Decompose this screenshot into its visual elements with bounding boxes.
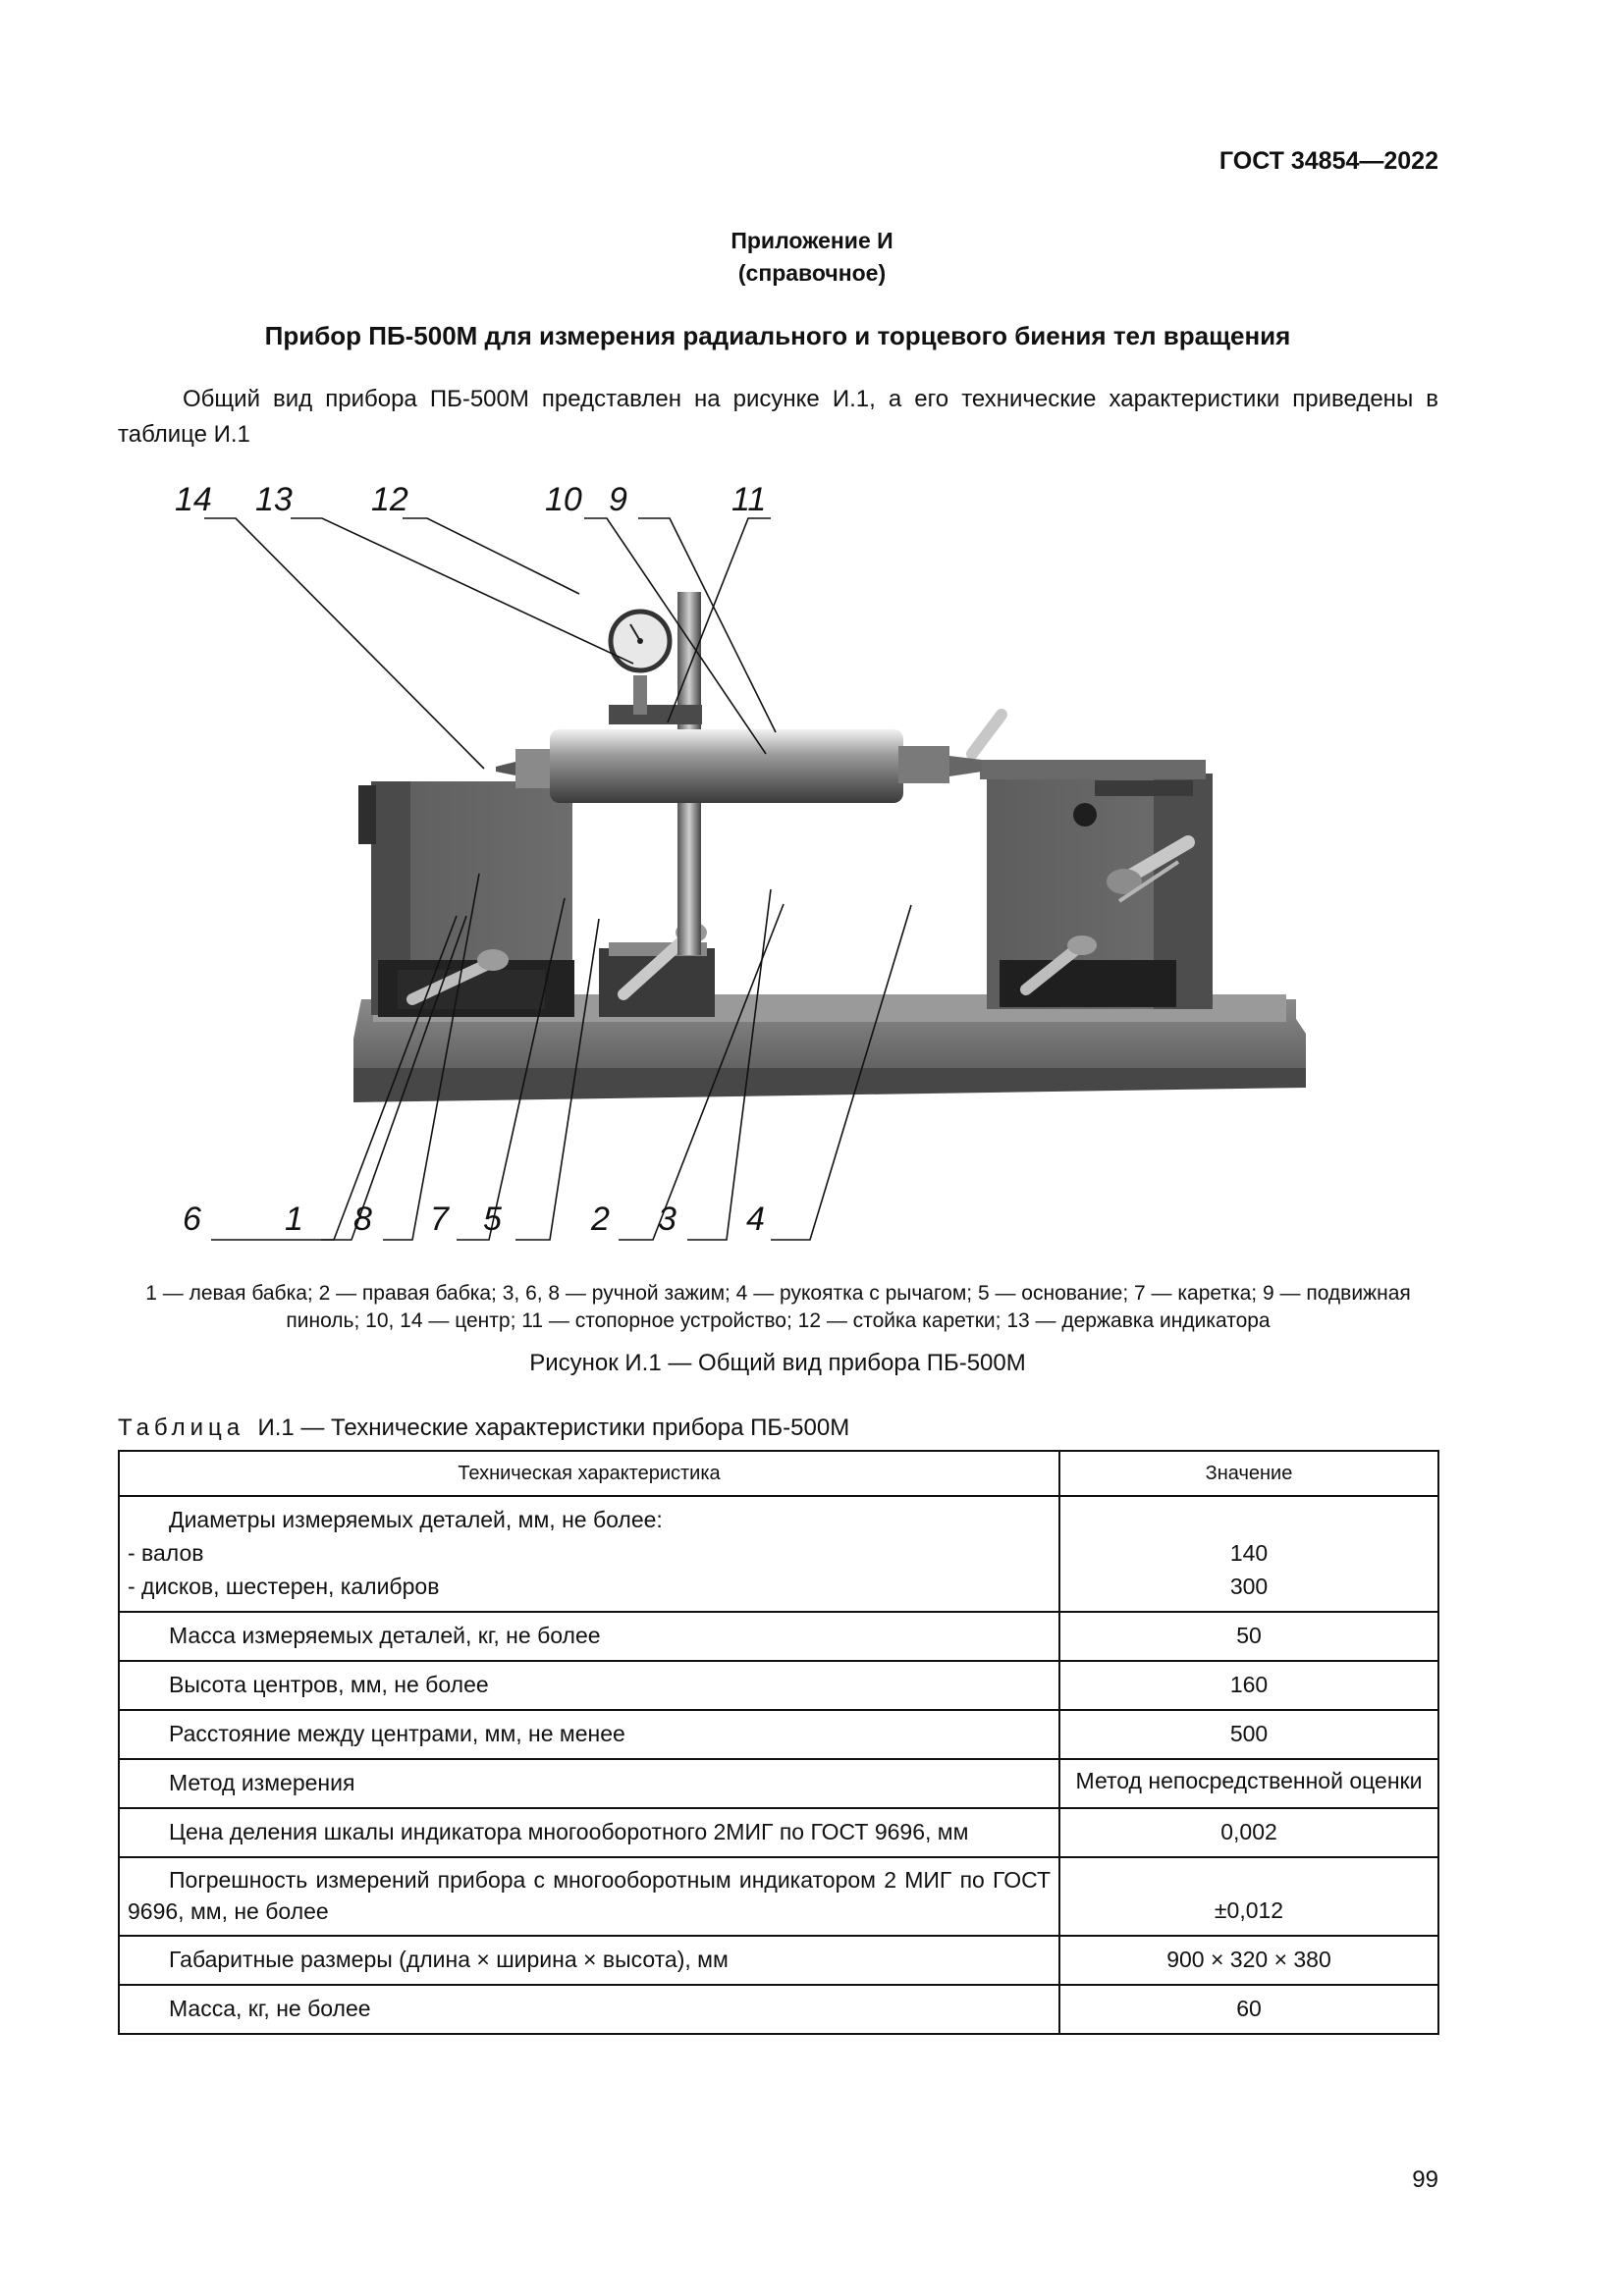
row-value: 0,002	[1059, 1808, 1438, 1857]
row-name: Метод измерения	[169, 1770, 355, 1795]
table-row	[119, 1985, 1438, 2034]
row-name: Габаритные размеры (длина × ширина × высота), мм	[169, 1947, 729, 1972]
row-name: Масса измеряемых деталей, кг, не более	[169, 1623, 601, 1648]
table-row	[119, 1710, 1438, 1759]
row-name-cell	[119, 1936, 1059, 1985]
callout-5: 5	[483, 1201, 502, 1238]
table-row	[119, 1808, 1438, 1857]
row-value: ±0,012	[1059, 1857, 1438, 1936]
row-value: 300	[1229, 1574, 1269, 1599]
row-name-cell	[119, 1496, 1059, 1612]
callout-10: 10	[545, 481, 582, 518]
row-name: Цена деления шкалы индикатора многооборотного 2МИГ по ГОСТ 9696, мм	[169, 1819, 969, 1844]
table-header-row	[119, 1451, 1438, 1496]
row-name: Расстояние между центрами, мм, не менее	[169, 1721, 625, 1746]
callout-2: 2	[591, 1201, 610, 1238]
row-value: Метод непосредственной оценки	[1059, 1759, 1438, 1808]
callout-14: 14	[175, 481, 212, 518]
intro-paragraph	[118, 382, 1438, 453]
table-row	[119, 1857, 1438, 1936]
row-name: Масса, кг, не более	[169, 1996, 371, 2021]
callout-4: 4	[746, 1201, 765, 1238]
table-caption	[118, 1415, 849, 1442]
row-name-cell	[119, 1808, 1059, 1857]
row-name-cell	[119, 1759, 1059, 1808]
row-name-cell	[119, 1857, 1059, 1936]
callout-9: 9	[609, 481, 627, 518]
callout-11: 11	[731, 481, 767, 518]
table-row	[119, 1759, 1438, 1808]
row-name-cell	[119, 1661, 1059, 1710]
table-caption-label: Таблица	[118, 1415, 245, 1441]
callout-7: 7	[430, 1201, 449, 1238]
row-value-cell	[1059, 1496, 1438, 1612]
row-name-cell	[119, 1985, 1059, 2034]
row-name-cell	[119, 1612, 1059, 1661]
row-value: 160	[1059, 1661, 1438, 1710]
row-value: 900 × 320 × 380	[1059, 1936, 1438, 1985]
table-row	[119, 1612, 1438, 1661]
specs-table	[118, 1450, 1439, 2035]
figure-legend	[108, 1280, 1448, 1335]
row-name: Погрешность измерений прибора с многооборотным индикатором 2 МИГ по ГОСТ 9696, мм, не более	[128, 1867, 1051, 1924]
document-title: Прибор ПБ-500М для измерения радиального и торцевого биения тел вращения	[264, 321, 1291, 350]
table-row	[119, 1496, 1438, 1612]
page-number: 99	[1412, 2166, 1438, 2193]
workpiece-shaft	[496, 729, 982, 803]
callout-3: 3	[658, 1201, 677, 1238]
device-figure	[118, 469, 1438, 1255]
callout-12: 12	[371, 481, 408, 518]
row-name-cell	[119, 1710, 1059, 1759]
legend-line-1: 1 — левая бабка; 2 — правая бабка; 3, 6, 8 — ручной зажим; 4 — рукоятка с рычагом; 5 — основание; 7 — каретка; 9 — подвижная	[145, 1282, 1411, 1305]
row-value: 500	[1059, 1710, 1438, 1759]
header-value: Значение	[1059, 1451, 1438, 1496]
right-headstock	[972, 715, 1213, 1009]
standard-number: ГОСТ 34854—2022	[1218, 147, 1438, 175]
row-value: 140	[1229, 1540, 1269, 1566]
row-value: 60	[1059, 1985, 1438, 2034]
callout-1: 1	[285, 1201, 303, 1238]
legend-line-2: пиноль; 10, 14 — центр; 11 — стопорное устройство; 12 — стойка каретки; 13 — державка индикатора	[286, 1309, 1271, 1332]
figure-caption: Рисунок И.1 — Общий вид прибора ПБ-500М	[529, 1350, 1026, 1376]
left-headstock	[358, 781, 574, 1017]
device-illustration	[118, 469, 1438, 1255]
callout-13: 13	[255, 481, 293, 518]
row-sub: - дисков, шестерен, калибров	[128, 1574, 440, 1599]
intro-text: Общий вид прибора ПБ-500М представлен на рисунке И.1, а его технические характеристики приведены в таблице И.1	[118, 386, 1438, 448]
callout-6: 6	[183, 1201, 201, 1238]
row-value: 50	[1059, 1612, 1438, 1661]
table-row	[119, 1936, 1438, 1985]
table-row	[119, 1661, 1438, 1710]
header-characteristic: Техническая характеристика	[119, 1451, 1059, 1496]
row-name: Диаметры измеряемых деталей, мм, не более:	[169, 1507, 663, 1532]
row-name: Высота центров, мм, не более	[169, 1672, 489, 1697]
row-sub: - валов	[128, 1540, 204, 1566]
table-caption-text: И.1 — Технические характеристики прибора ПБ-500М	[257, 1415, 850, 1441]
annex-type: (справочное)	[737, 260, 887, 286]
callout-8: 8	[353, 1201, 372, 1238]
annex-title: Приложение И	[731, 228, 893, 253]
